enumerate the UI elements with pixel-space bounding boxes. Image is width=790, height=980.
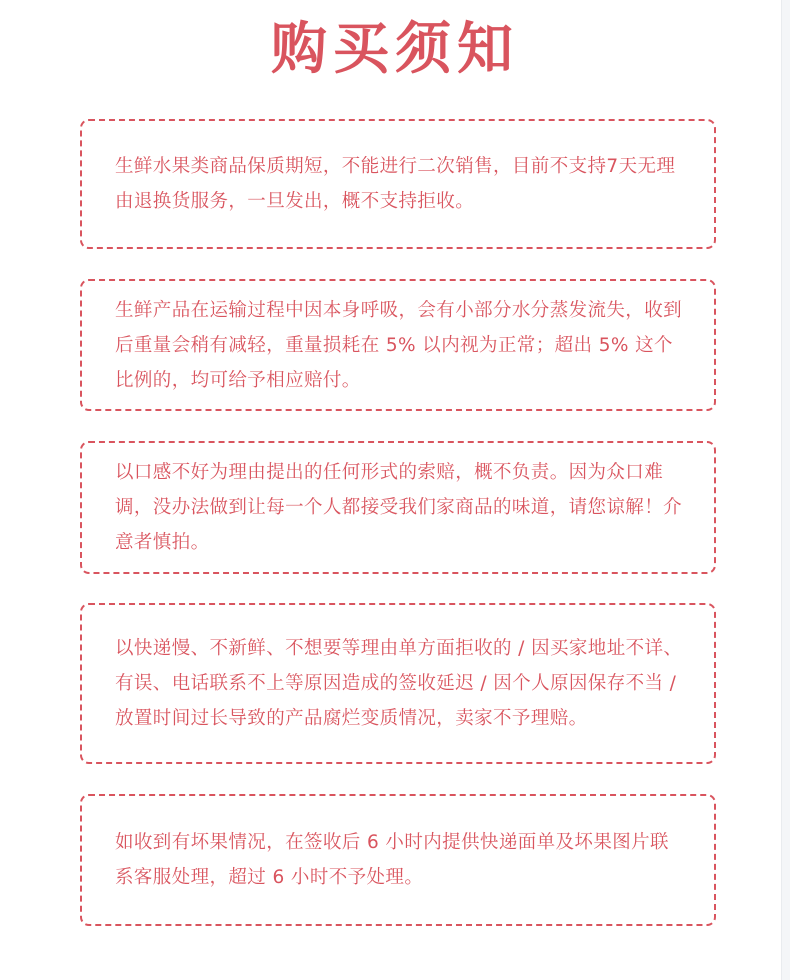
notice-text: 以快递慢、不新鲜、不想要等理由单方面拒收的 / 因买家地址不详、有误、电话联系不上等原因造成的签收延迟 / 因个人原因保存不当 / 放置时间过长导致的产品腐烂变质情况，卖家不予理赔。 <box>115 638 683 729</box>
notice-text: 生鲜产品在运输过程中因本身呼吸，会有小部分水分蒸发流失，收到后重量会稍有减轻，重量损耗在 5% 以内视为正常；超出 5% 这个比例的，均可给予相应赔付。 <box>115 299 683 391</box>
notice-box-no-compensation <box>80 603 716 764</box>
notice-box-return-policy <box>80 119 716 249</box>
notice-text: 如收到有坏果情况，在签收后 6 小时内提供快递面单及坏果图片联系客服处理，超过 6 小时不予处理。 <box>115 832 669 888</box>
notice-box-bad-fruit <box>80 794 716 926</box>
notice-text: 以口感不好为理由提出的任何形式的索赔，概不负责。因为众口难调，没办法做到让每一个人都接受我们家商品的味道，请您谅解！介意者慎拍。 <box>115 462 683 553</box>
notice-text: 生鲜水果类商品保质期短，不能进行二次销售，目前不支持7天无理由退换货服务，一旦发出，概不支持拒收。 <box>115 156 676 212</box>
notice-box-taste-claims <box>80 441 716 574</box>
page-edge-stripe <box>781 0 790 980</box>
notice-box-weight-loss <box>80 279 716 411</box>
page-title: 购买须知 <box>271 16 519 82</box>
